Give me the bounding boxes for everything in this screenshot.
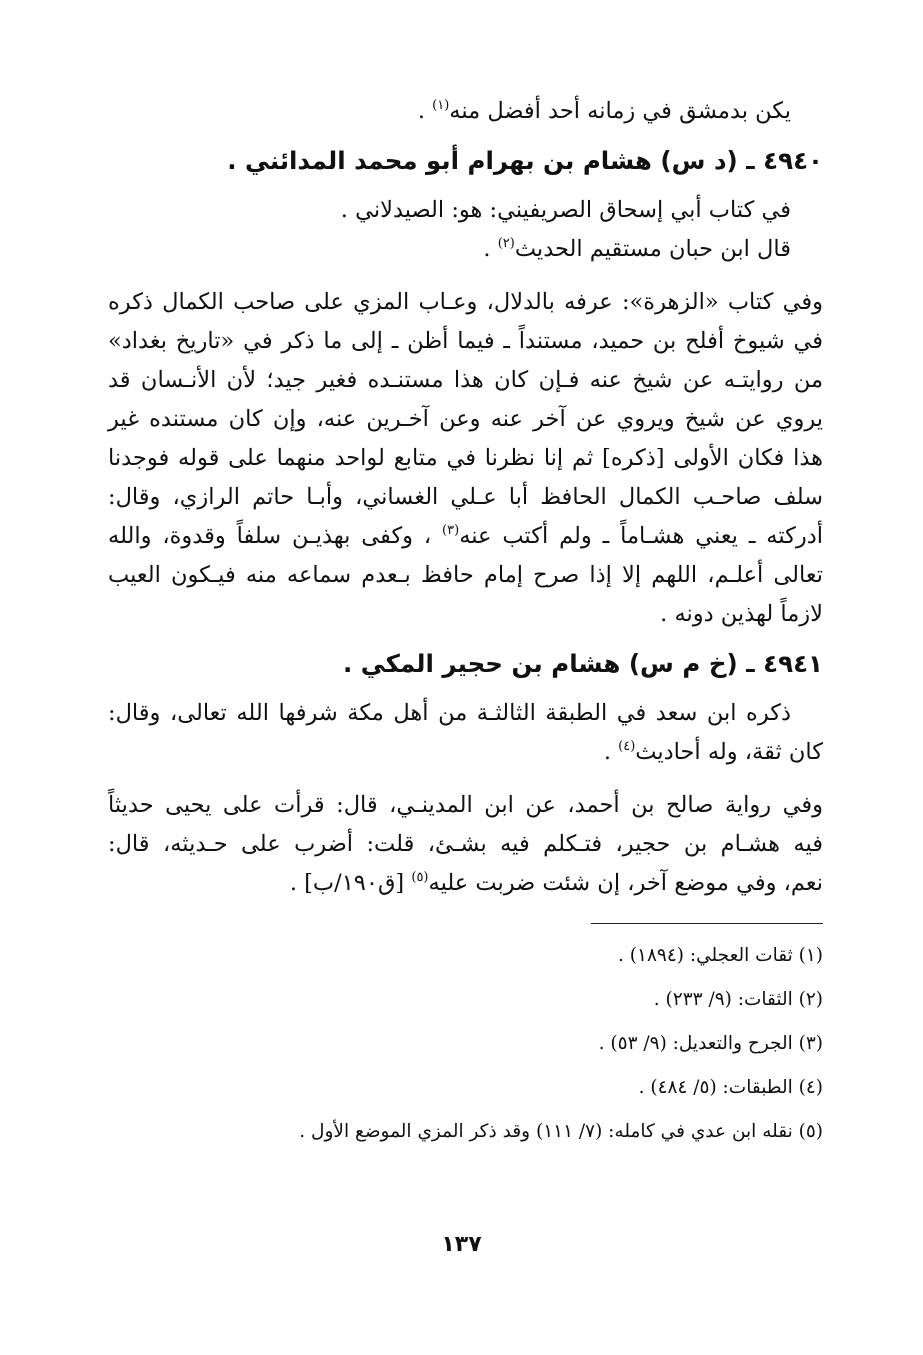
paragraph-line: هذا فكان الأولى [ذكره] ثم إنا نظرنا في متابع لواحد منهما على قوله فوجدنا: [108, 445, 823, 471]
paragraph-text: [ق١٩٠/ب] .: [289, 870, 412, 896]
paragraph-line: [108, 517, 823, 556]
entry-4941-line-2-text: كان ثقة، وله أحاديث: [635, 739, 823, 765]
entry-4940-line-2: [108, 230, 823, 269]
paragraph-line: يروي عن شيخ ويروي عن آخر عنه وعن آخـرين عنه، وإن كان مستنده غير: [108, 406, 823, 432]
footnote-ref: (٣): [442, 523, 460, 538]
entry-4941-line-1: ذكره ابن سعد في الطبقة الثالثـة من أهل مكة شرفها الله تعالى، وقال:: [108, 700, 791, 726]
footnote-3: (٣) الجرح والتعديل: (٩/ ٥٣) .: [598, 1033, 823, 1054]
paragraph-line: سلف صاحـب الكمال الحافظ أبا عـلي الغساني، وأبـا حاتم الرازي، وقال:: [108, 484, 823, 510]
entry-4940-line-2-text: قال ابن حبان مستقيم الحديث: [514, 236, 791, 262]
footnote-ref: (٤): [618, 739, 636, 754]
page-number: ١٣٧: [441, 1232, 482, 1257]
entry-4941-line-2-end: .: [603, 739, 619, 765]
intro-text: يكن بدمشق في زمانه أحد أفضل منه: [449, 98, 791, 124]
spacer: [108, 269, 823, 283]
footnote-1: (١) ثقات العجلي: (١٨٩٤) .: [618, 945, 823, 966]
paragraph-line: تعالى أعلـم، اللهم إلا إذا صرح إمام حافظ بـعدم سماعه منه فيـكون العيب: [108, 562, 823, 588]
spacer: [108, 772, 823, 786]
entry-heading-4941: ٤٩٤١ ـ (خ م س) هشام بن حجير المكي .: [342, 649, 823, 678]
footnote-ref: (٢): [497, 236, 515, 251]
paragraph-line: في شيوخ أفلح بن حميد، مستنداً ـ فيما أظن ـ إلى ما ذكر في «تاريخ بغداد»: [108, 328, 823, 354]
footnote-ref: (١): [432, 98, 450, 113]
paragraph-text: ، وكفى بهذيـن سلفاً وقدوة، والله: [108, 523, 443, 549]
paragraph-line: لازماً لهذين دونه .: [660, 601, 823, 627]
paragraph-line: من روايتـه عن شيخ عنه فـإن كان هذا مستنـده فغير جيد؛ لأن الأنـسان قد: [108, 367, 823, 393]
paragraph-line: فيه هشـام بن حجير، فتـكلم فيه بشـئ، قلت: أضرب على حـديثه، قال:: [108, 831, 823, 857]
paragraph-line: وفي كتاب «الزهرة»: عرفه بالدلال، وعـاب المزي على صاحب الكمال ذكره: [108, 289, 823, 315]
footnote-2: (٢) الثقات: (٩/ ٢٣٣) .: [653, 989, 823, 1010]
paragraph-line: وفي رواية صالح بن أحمد، عن ابن المدينـي، قال: قرأت على يحيى حديثاً: [108, 792, 823, 818]
footnote-5: (٥) نقله ابن عدي في كامله: (٧/ ١١١) وقد ذكر المزي الموضع الأول .: [299, 1121, 823, 1142]
entry-4941-line-2: [108, 733, 823, 772]
paragraph-text: أدركته ـ يعني هشـاماً ـ ولم أكتب عنه: [459, 523, 823, 549]
footnote-separator: [591, 923, 823, 924]
entry-4940-line-1: في كتاب أبي إسحاق الصريفيني: هو: الصيدلاني .: [340, 197, 791, 223]
intro-end: .: [417, 98, 433, 124]
intro-line: [108, 92, 823, 131]
footnote-4: (٤) الطبقات: (٥/ ٤٨٤) .: [638, 1077, 823, 1098]
footnote-ref: (٥): [411, 870, 429, 885]
paragraph-line: [108, 864, 823, 903]
entry-4940-line-2-end: .: [483, 236, 498, 262]
paragraph-text: نعم، وفي موضع آخر، إن شئت ضربت عليه: [428, 870, 823, 896]
entry-heading-4940: ٤٩٤٠ ـ (د س) هشام بن بهرام أبو محمد المدائني .: [227, 146, 823, 175]
